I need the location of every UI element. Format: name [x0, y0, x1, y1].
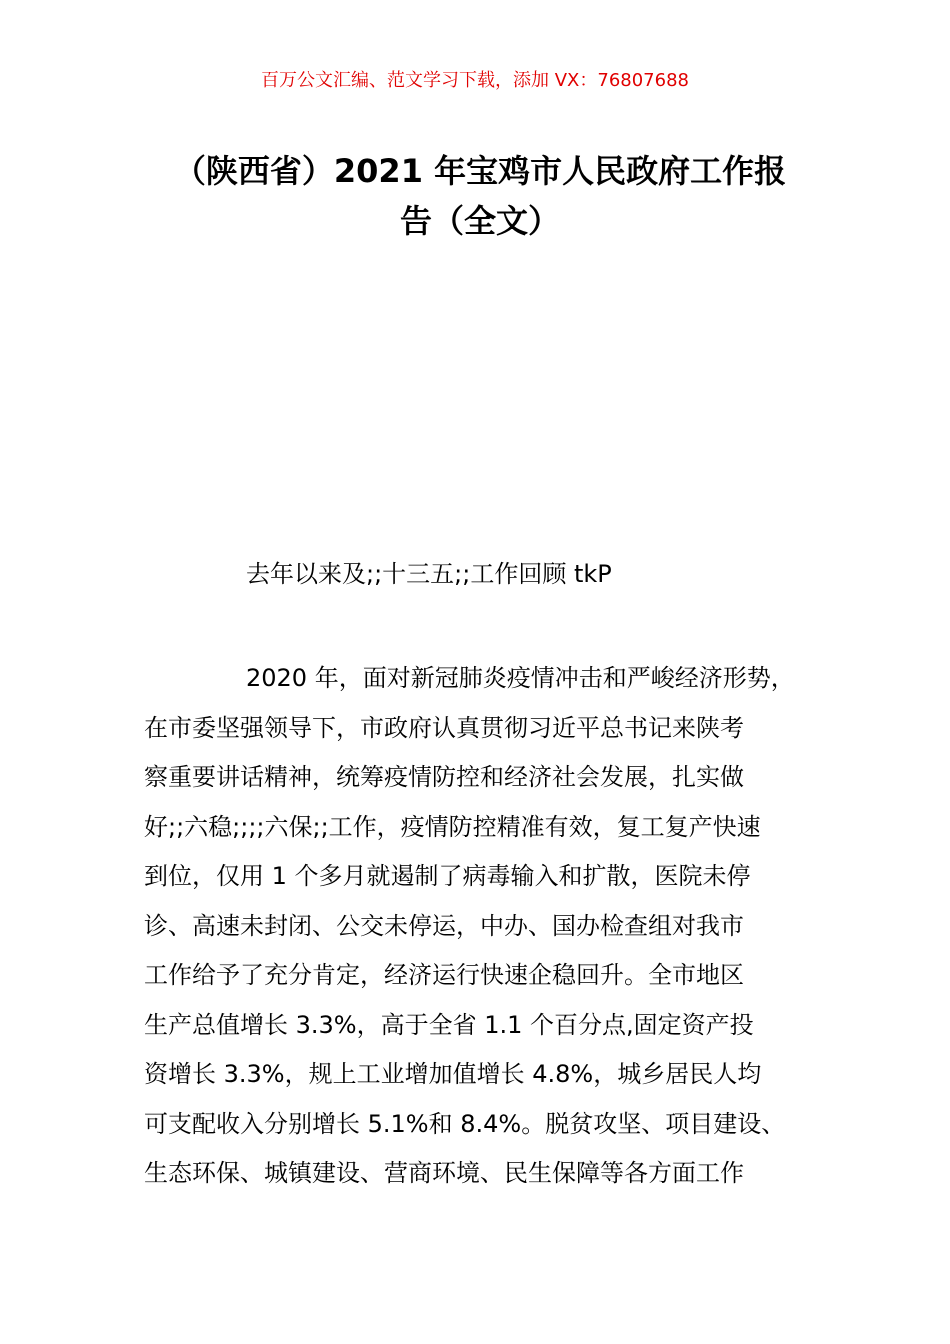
body-line: 在市委坚强领导下，市政府认真贯彻习近平总书记来陕考	[144, 713, 744, 742]
body-paragraph	[144, 654, 834, 1199]
section-heading: 去年以来及;;十三五;;工作回顾 tkP	[246, 560, 612, 588]
title-line: 告（全文）	[399, 202, 560, 240]
body-line: 生产总值增长 3.3%，高于全省 1.1 个百分点,固定资产投	[144, 1010, 754, 1039]
body-line: 可支配收入分别增长 5.1%和 8.4%。脱贫攻坚、项目建设、	[144, 1109, 786, 1138]
document-title	[140, 146, 820, 246]
body-line: 到位，仅用 1 个多月就遏制了病毒输入和扩散，医院未停	[144, 862, 751, 890]
body-line: 生态环保、城镇建设、营商环境、民生保障等各方面工作	[144, 1159, 744, 1187]
body-line: 资增长 3.3%，规上工业增加值增长 4.8%，城乡居民人均	[144, 1060, 762, 1088]
body-line: 好;;六稳;;;;六保;;工作，疫情防控精准有效，复工复产快速	[144, 812, 761, 841]
body-line: 察重要讲话精神，统筹疫情防控和经济社会发展，扎实做	[144, 763, 744, 791]
body-line: 诊、高速未封闭、公交未停运，中办、国办检查组对我市	[144, 911, 744, 940]
body-line: 2020 年，面对新冠肺炎疫情冲击和严峻经济形势，	[246, 664, 795, 692]
header-note: 百万公文汇编、范文学习下载，添加 VX：76807688	[261, 70, 689, 91]
body-line: 工作给予了充分肯定，经济运行快速企稳回升。全市地区	[144, 961, 744, 989]
title-line: （陕西省）2021 年宝鸡市人民政府工作报	[173, 152, 787, 190]
